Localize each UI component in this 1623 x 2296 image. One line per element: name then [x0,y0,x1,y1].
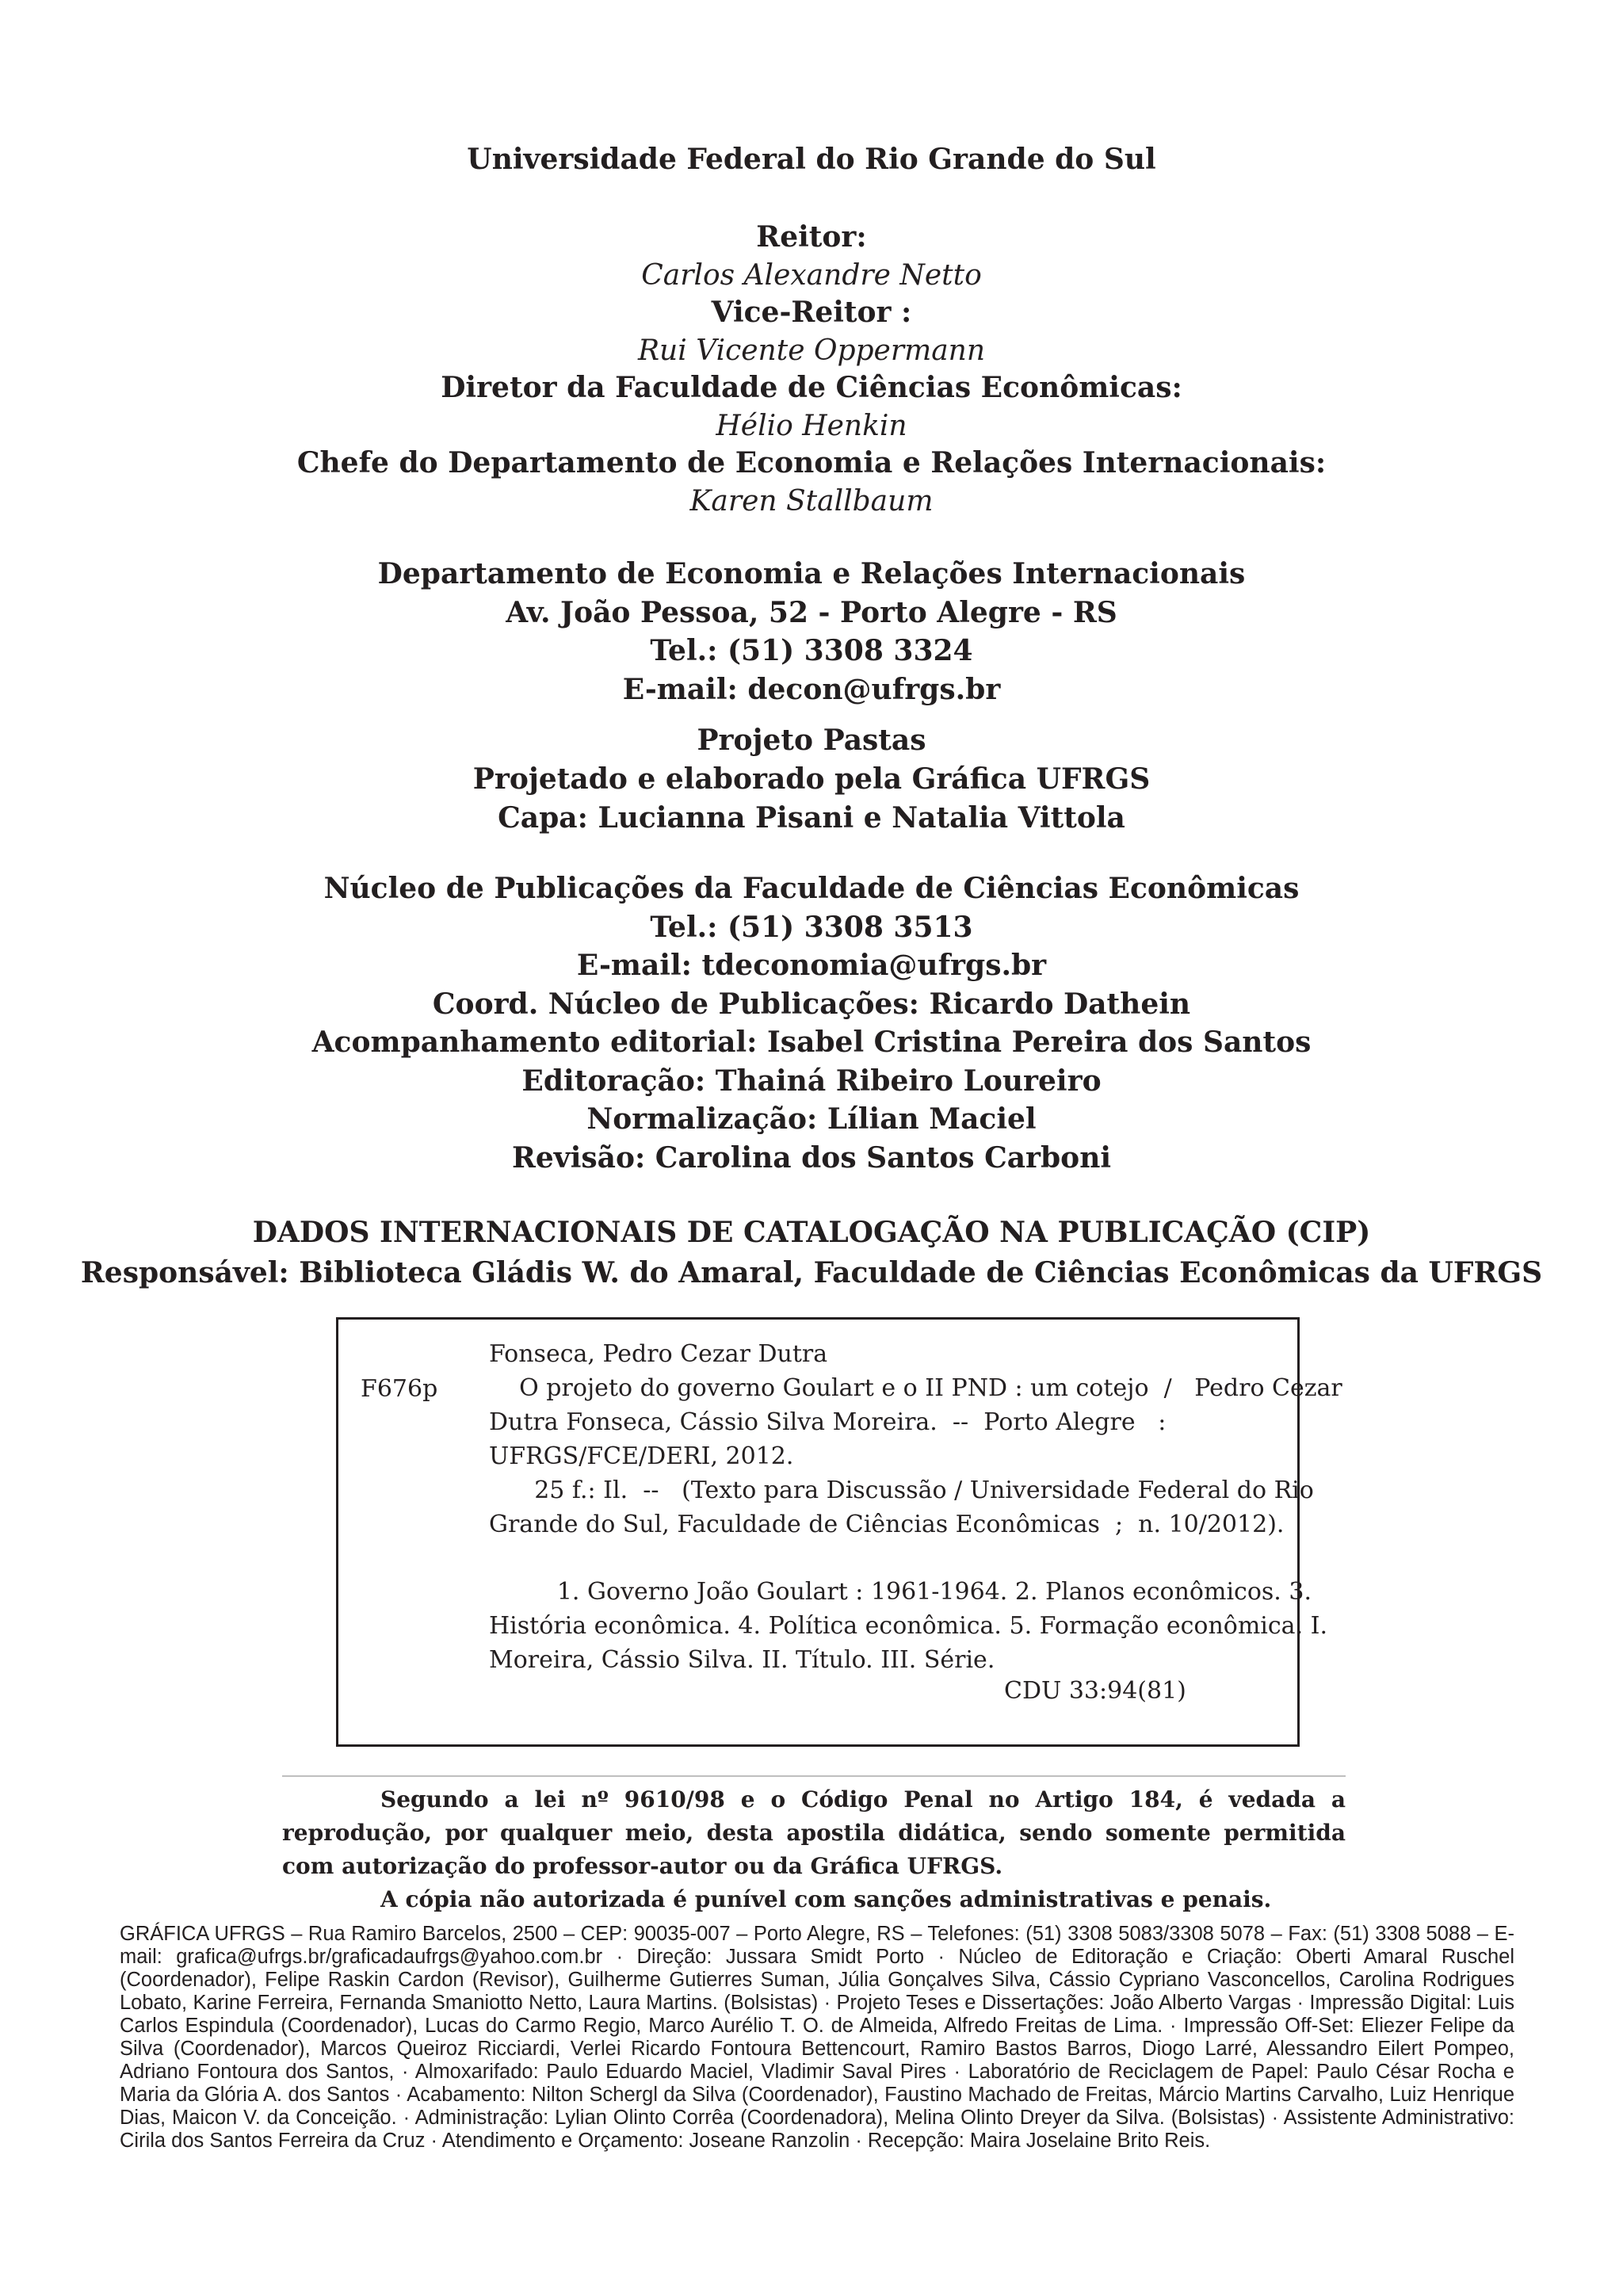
officer-role-director: Diretor da Faculdade de Ciências Econômicas: [441,371,1182,404]
card-subjects [489,1575,1328,1677]
officer-role-department-head: Chefe do Departamento de Economia e Relações Internacionais: [296,446,1327,479]
nucleo-email: E-mail: tdeconomia@ufrgs.br [576,949,1047,982]
department-phone: Tel.: (51) 3308 3324 [650,634,973,667]
legal-paragraph-penalty: A cópia não autorizada é punível com sanções administrativas e penais. [380,1886,1272,1912]
printer-credits: GRÁFICA UFRGS – Rua Ramiro Barcelos, 2500 – CEP: 90035-007 – Porto Alegre, RS – Telefones: (51) 3308 5083/3308 5078 – Fax: (51) 3308 5088 – E-mail: grafica@ufrgs.br/graficadaufrgs@yahoo.com.br · Direção: Jussara Smidt Porto · Núcleo de Editoração e Criação: Oberti Amaral Ruschel (Coordenador), Felipe Raskin Cardon (Revisor), Guilherme Gutierres Suman, Júlia Gonçalves Silva, Cássio Cypriano Vasconcellos, Carolina Rodrigues Lobato, Karine Ferreira, Fernanda Smaniotto Netto, Laura Martins. (Bolsistas) · Projeto Teses e Dissertações: João Alberto Vargas · Impressão Digital: Luis Carlos Espindula (Coordenador), Lucas do Carmo Regio, Marco Aurélio T. O. de Almeida, Alfredo Freitas de Lima. · Impressão Off-Set: Eliezer Felipe da Silva (Coordenador), Marcos Queiroz Ricciardi, Verlei Ricardo Fontoura Bettencourt, Ramiro Bastos Barros, Diogo Larré, Alessandro Eilert Pompeo, Adriano Fontoura dos Santos, · Almoxarifado: Paulo Eduardo Maciel, Vladimir Saval Pires · Laboratório de Reciclagem de Papel: Paulo César Rocha e Maria da Glória A. dos Santos · Acabamento: Nilton Schergl da Silva (Coordenador), Faustino Machado de Freitas, Márcio Martins Carvalho, Luiz Henrique Dias, Maicon V. da Conceição. · Administração: Lylian Olinto Corrêa (Coordenadora), Melina Olinto Dreyer da Silva. (Bolsistas) · Assistente Administrativo: Cirila dos Santos Ferreira da Cruz · Atendimento e Orçamento: Joseane Ranzolin · Recepção: Maira Joselaine Brito Reis. [120,1923,1514,2152]
card-entry-line: UFRGS/FCE/DERI, 2012. [489,1442,794,1470]
legal-notice [282,1783,1346,1916]
cip-header [0,1213,1623,1293]
officer-role-rector: Reitor: [756,220,867,254]
card-subject-line: Moreira, Cássio Silva. II. Título. III. Série. [489,1646,995,1674]
card-subject-line: História econômica. 4. Política econômica. 5. Formação econômica. I. [489,1612,1328,1640]
project-title: Projeto Pastas [697,724,926,757]
nucleo-editorial: Acompanhamento editorial: Isabel Cristina Pereira dos Santos [311,1026,1312,1059]
nucleo-revisao: Revisão: Carolina dos Santos Carboni [511,1140,1112,1175]
department-email: E-mail: decon@ufrgs.br [622,672,1001,706]
officer-name-vice-rector: Rui Vicente Oppermann [637,334,986,367]
officer-name-rector: Carlos Alexandre Netto [641,258,982,292]
legal-paragraph: Segundo a lei nº 9610/98 e o Código Penal no Artigo 184, é vedada a reprodução, por qualquer meio, desta apostila didática, sendo somente permitida com autorização do professor-autor ou da Gráfica UFRGS. [282,1786,1346,1879]
nucleo-normalizacao: Normalização: Lílian Maciel [586,1102,1037,1136]
card-subject-line: 1. Governo João Goulart : 1961-1964. 2. Planos econômicos. 3. [489,1578,1312,1606]
catalog-card [336,1317,1342,1747]
nucleo-coord: Coord. Núcleo de Publicações: Ricardo Dathein [432,987,1191,1021]
nucleo-name: Núcleo de Publicações da Faculdade de Ciências Econômicas [323,872,1300,905]
card-entry-line: 25 f.: Il. -- (Texto para Discussão / Universidade Federal do Rio [489,1477,1314,1504]
officer-name-department-head: Karen Stallbaum [689,484,934,518]
project-designed-by: Projetado e elaborado pela Gráfica UFRGS [472,762,1151,796]
cip-responsible: Responsável: Biblioteca Gládis W. do Amaral, Faculdade de Ciências Econômicas da UFRGS [80,1256,1543,1289]
officers-list [0,219,1623,520]
department-name: Departamento de Economia e Relações Internacionais [377,557,1246,590]
officer-name-director: Hélio Henkin [716,409,907,442]
nucleo-phone: Tel.: (51) 3308 3513 [650,910,973,944]
project-cover: Capa: Lucianna Pisani e Natalia Vittola [498,801,1125,835]
card-entry-line: Dutra Fonseca, Cássio Silva Moreira. -- Porto Alegre : [489,1408,1167,1436]
card-entry-line: O projeto do governo Goulart e o II PND : um cotejo / Pedro Cezar [489,1374,1342,1402]
department-info [0,555,1623,709]
separator-line [282,1775,1346,1777]
university-name: Universidade Federal do Rio Grande do Sul [467,143,1156,176]
project-info [0,721,1623,838]
university-header [0,141,1623,178]
card-entry-line: Grande do Sul, Faculdade de Ciências Econômicas ; n. 10/2012). [489,1511,1285,1538]
card-entry-line: Fonseca, Pedro Cezar Dutra [489,1340,828,1368]
officer-role-vice-rector: Vice-Reitor : [711,296,912,329]
cip-heading: DADOS INTERNACIONAIS DE CATALOGAÇÃO NA PUBLICAÇÃO (CIP) [252,1216,1371,1249]
nucleo-info [0,869,1623,1177]
cdu-classification: CDU 33:94(81) [1004,1677,1186,1705]
nucleo-editoracao: Editoração: Thainá Ribeiro Loureiro [521,1064,1102,1098]
department-address: Av. João Pessoa, 52 - Porto Alegre - RS [506,595,1117,629]
card-entry [489,1337,1342,1541]
call-number: F676p [361,1375,438,1403]
